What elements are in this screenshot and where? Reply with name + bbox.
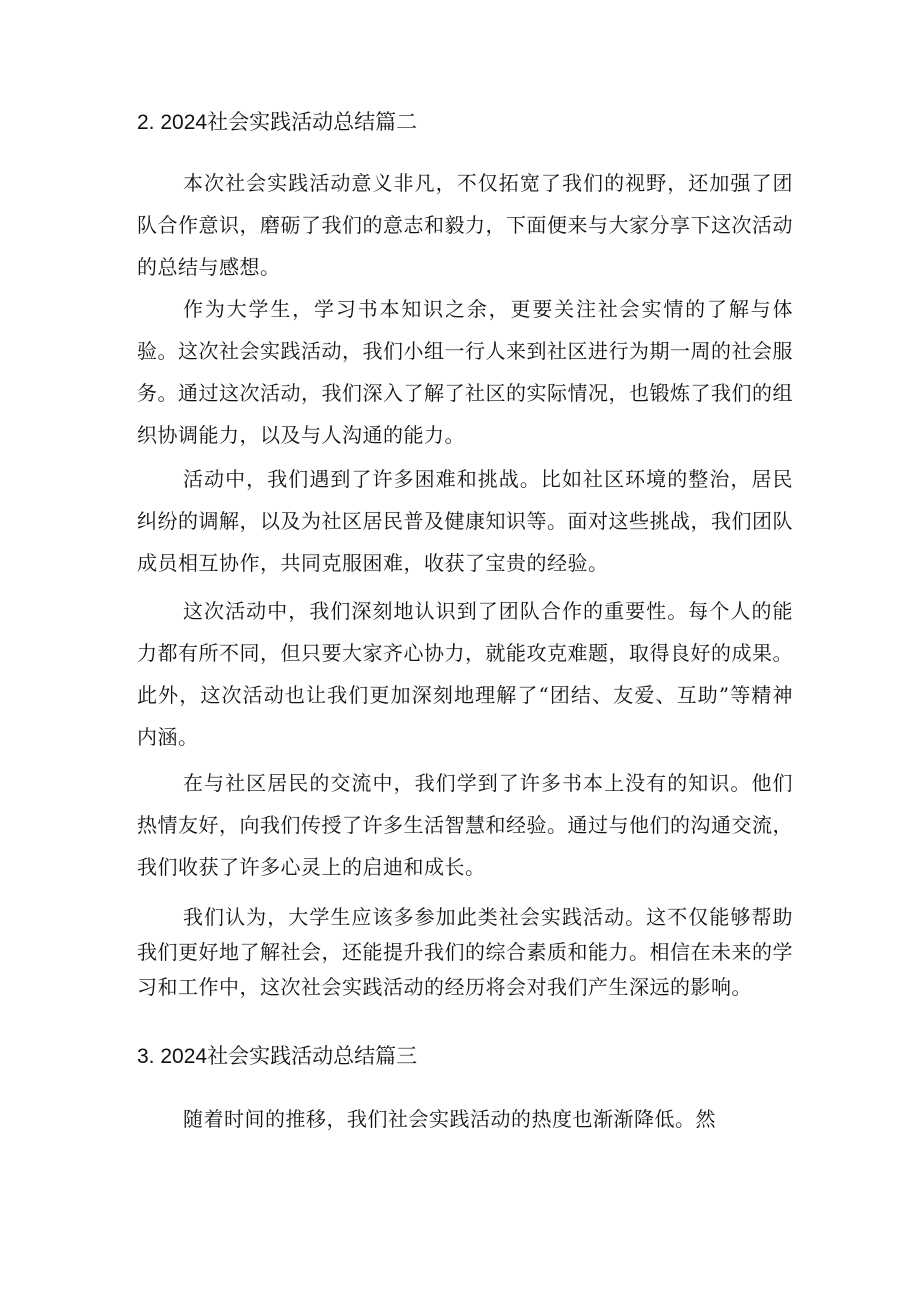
paragraph: 在与社区居民的交流中，我们学到了许多书本上没有的知识。他们热情友好，向我们传授了许多生活智慧和经验。通过与他们的沟通交流，我们收获了许多心灵上的启迪和成长。 xyxy=(137,771,793,879)
section-heading: 2. 2024社会实践活动总结篇二 xyxy=(137,111,418,134)
paragraph: 这次活动中，我们深刻地认识到了团队合作的重要性。每个人的能力都有所不同，但只要大家齐心协力，就能攻克难题，取得良好的成果。此外，这次活动也让我们更加深刻地理解了“团结、友爱、互助”等精神内涵。 xyxy=(137,599,793,749)
section-heading: 3. 2024社会实践活动总结篇三 xyxy=(137,1045,418,1068)
paragraph: 作为大学生，学习书本知识之余，更要关注社会实情的了解与体验。这次社会实践活动，我们小组一行人来到社区进行为期一周的社会服务。通过这次活动，我们深入了解了社区的实际情况，也锻炼了我们的组织协调能力，以及与人沟通的能力。 xyxy=(137,297,793,447)
paragraph: 活动中，我们遇到了许多困难和挑战。比如社区环境的整治，居民纠纷的调解，以及为社区居民普及健康知识等。面对这些挑战，我们团队成员相互协作，共同克服困难，收获了宝贵的经验。 xyxy=(137,467,793,575)
paragraph: 本次社会实践活动意义非凡，不仅拓宽了我们的视野，还加强了团队合作意识，磨砺了我们的意志和毅力，下面便来与大家分享下这次活动的总结与感想。 xyxy=(137,171,793,279)
paragraph: 我们认为，大学生应该多参加此类社会实践活动。这不仅能够帮助我们更好地了解社会，还能提升我们的综合素质和能力。相信在未来的学习和工作中，这次社会实践活动的经历将会对我们产生深远的影响。 xyxy=(137,905,793,999)
paragraph: 随着时间的推移，我们社会实践活动的热度也渐渐降低。然 xyxy=(183,1107,716,1131)
